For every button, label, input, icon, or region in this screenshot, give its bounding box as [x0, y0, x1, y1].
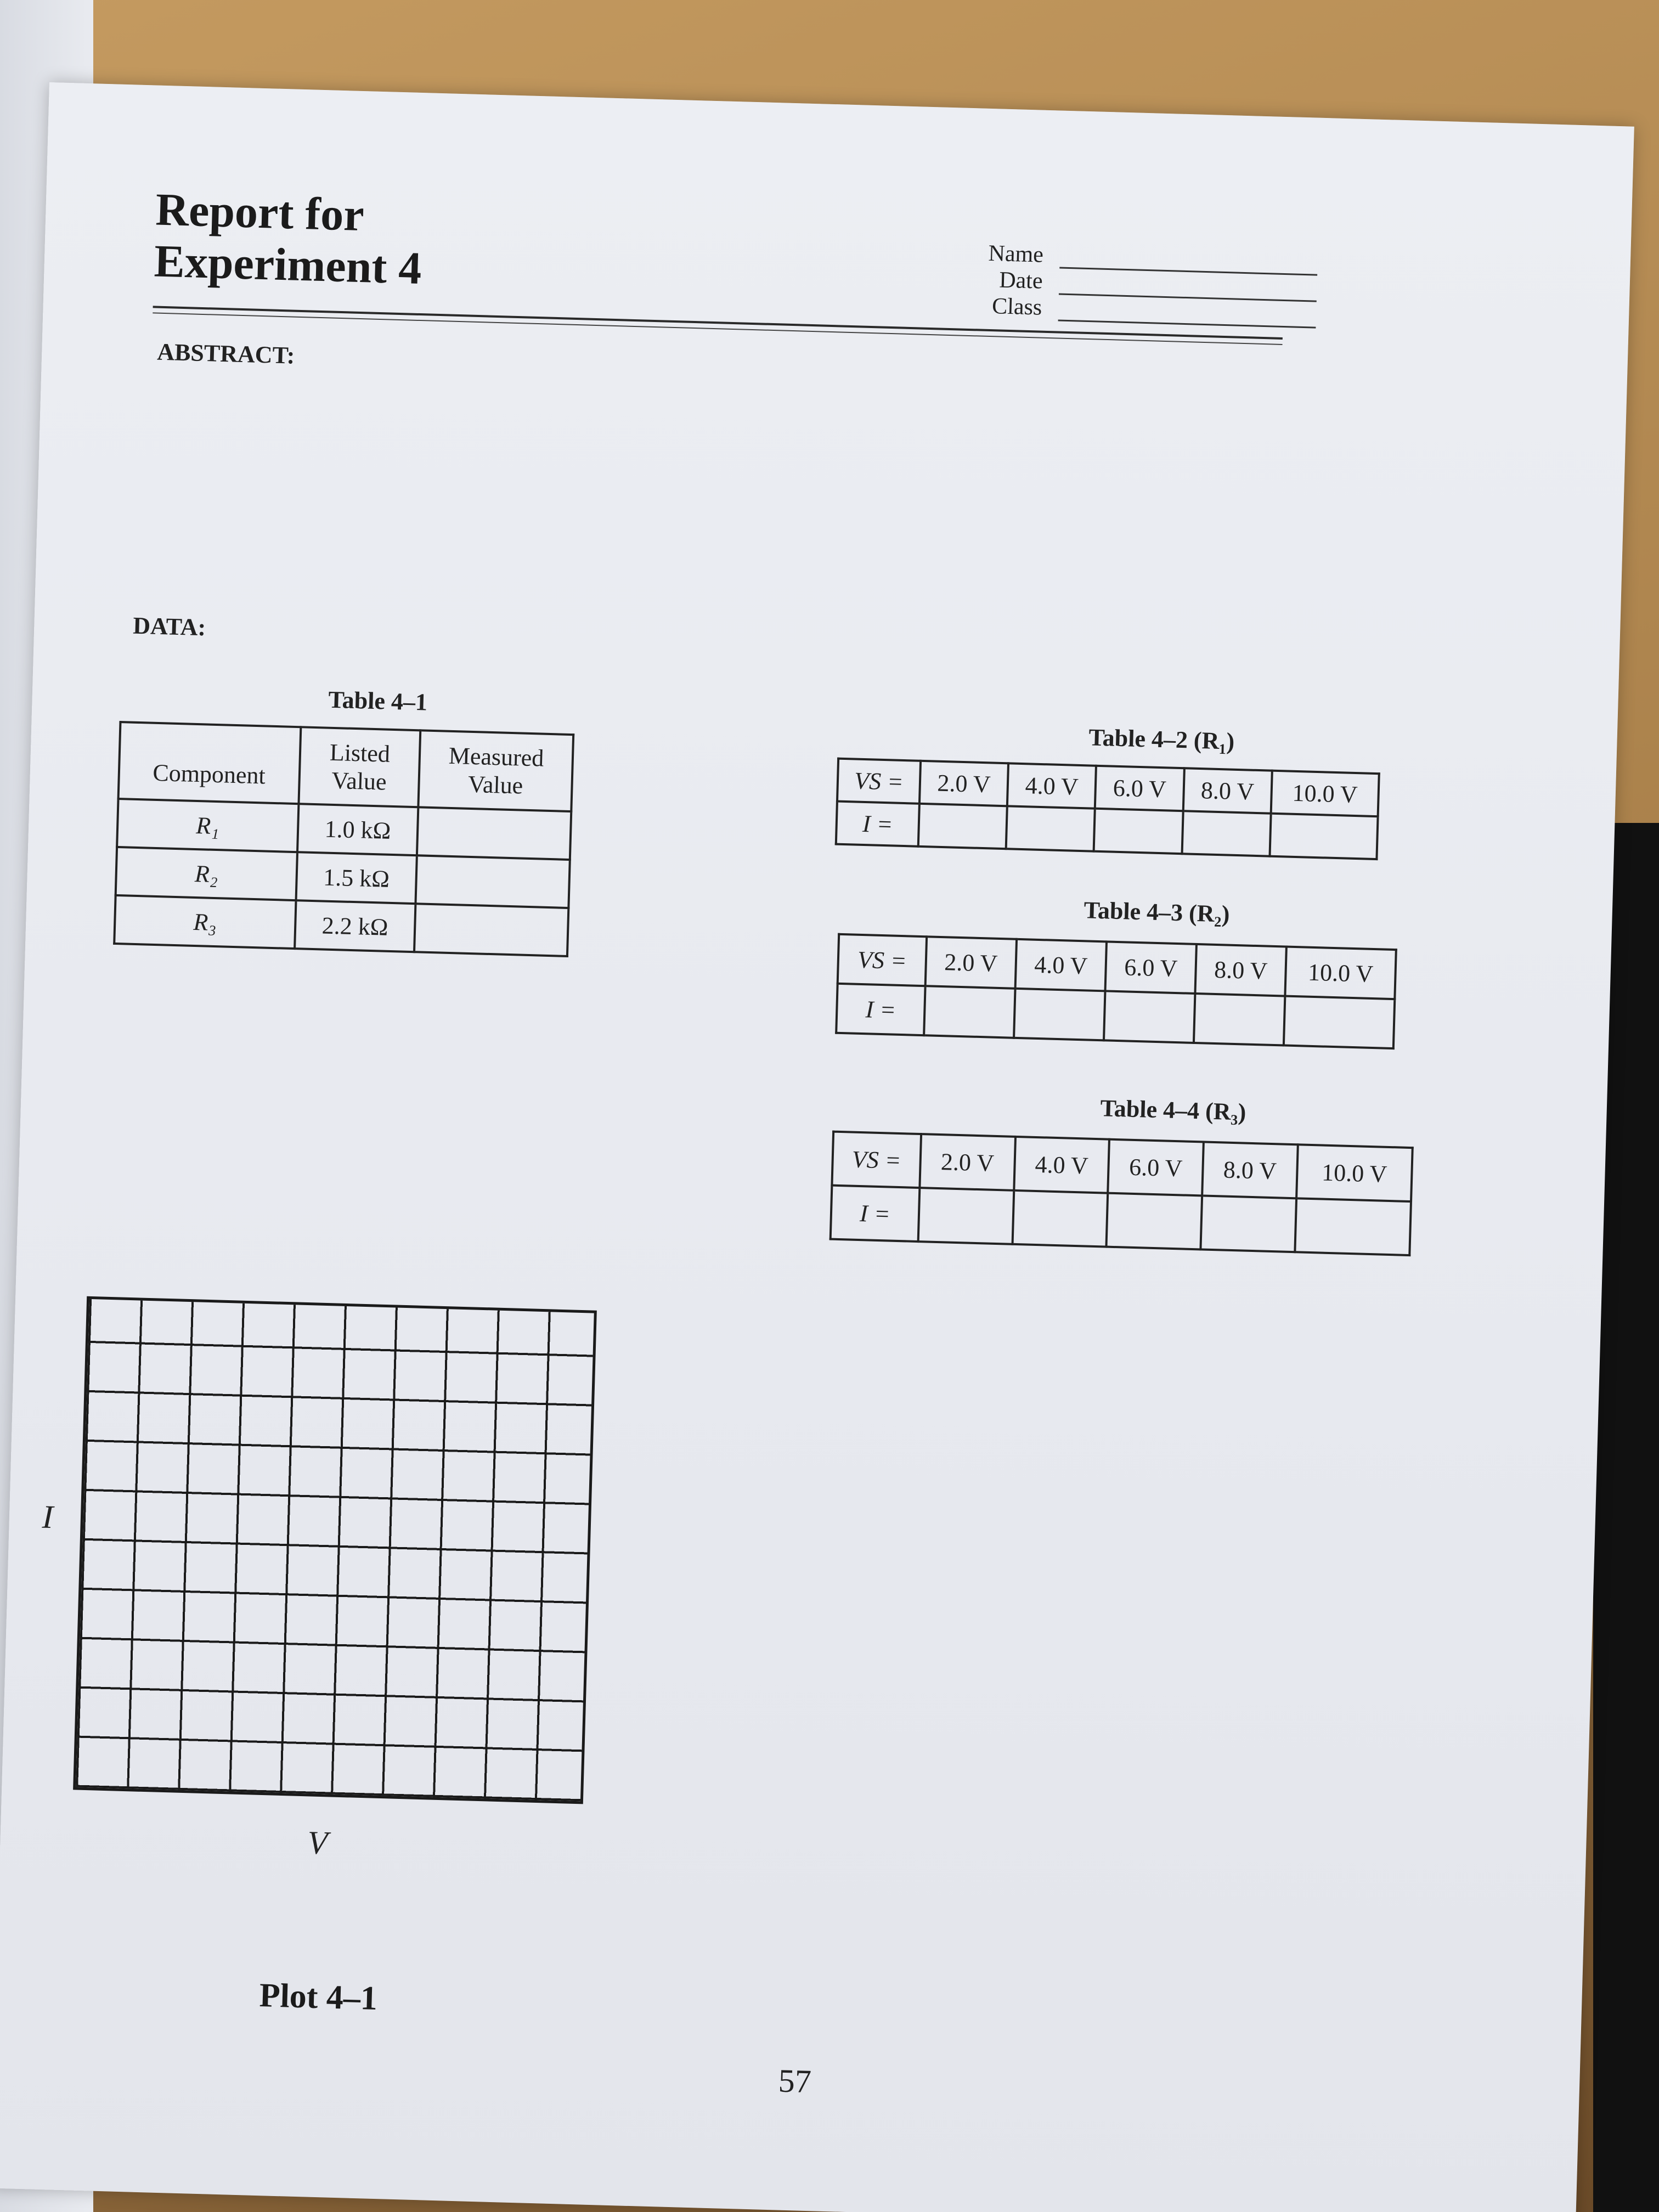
- table-4-4: [830, 1131, 1414, 1257]
- measured-value-cell[interactable]: [417, 807, 571, 860]
- current-cell[interactable]: [1014, 989, 1105, 1041]
- current-cell[interactable]: [1104, 991, 1195, 1043]
- date-label: Date: [998, 267, 1043, 294]
- component-cell: R₃: [114, 895, 296, 949]
- table-4-1-header-row: [119, 722, 574, 811]
- vs-label: VS =: [838, 934, 927, 986]
- voltage-cell: 10.0 V: [1271, 771, 1379, 816]
- plot-x-axis-label: V: [307, 1824, 329, 1861]
- table-4-3: [835, 933, 1397, 1049]
- current-cell[interactable]: [1295, 1198, 1411, 1255]
- name-label: Name: [988, 240, 1044, 268]
- voltage-cell: 2.0 V: [919, 761, 1008, 806]
- current-cell[interactable]: [918, 804, 1007, 849]
- current-cell[interactable]: [1269, 814, 1378, 859]
- listed-value-cell: 2.2 kΩ: [295, 900, 416, 952]
- voltage-cell: 8.0 V: [1183, 768, 1272, 813]
- vs-label: VS =: [837, 759, 921, 804]
- report-title: [154, 184, 424, 295]
- title-line-1: Report for: [155, 184, 365, 241]
- voltage-cell: 2.0 V: [926, 936, 1017, 989]
- voltage-cell: 6.0 V: [1105, 941, 1197, 994]
- report-page: [0, 82, 1634, 2212]
- header-measured-value: Measured Value: [419, 730, 574, 811]
- current-cell[interactable]: [924, 986, 1015, 1038]
- title-line-2: Experiment 4: [153, 235, 422, 295]
- current-cell[interactable]: [1094, 809, 1183, 854]
- voltage-cell: 4.0 V: [1014, 1137, 1109, 1193]
- measured-value-cell[interactable]: [414, 904, 568, 956]
- plot-caption: Plot 4–1: [258, 1977, 378, 2018]
- header-listed-value: Listed Value: [298, 727, 421, 807]
- current-cell[interactable]: [1284, 996, 1395, 1049]
- header-component: Component: [119, 722, 301, 804]
- voltage-cell: 4.0 V: [1007, 763, 1096, 808]
- table-4-2: [835, 758, 1380, 861]
- class-line[interactable]: [1058, 302, 1317, 329]
- voltage-cell: 2.0 V: [919, 1134, 1015, 1190]
- current-cell[interactable]: [918, 1188, 1014, 1244]
- data-heading: DATA:: [132, 612, 206, 641]
- i-label: I =: [831, 1186, 920, 1242]
- voltage-cell: 4.0 V: [1015, 939, 1107, 991]
- voltage-cell: 6.0 V: [1108, 1139, 1204, 1196]
- current-cell[interactable]: [1107, 1193, 1202, 1250]
- header-fields: [954, 239, 1318, 328]
- abstract-heading: ABSTRACT:: [156, 338, 295, 369]
- plot-grid[interactable]: [73, 1296, 597, 1804]
- page-number: 57: [777, 2062, 812, 2100]
- current-cell[interactable]: [1194, 994, 1285, 1046]
- table-4-1: [113, 721, 574, 957]
- table-4-1-caption: Table 4–1: [328, 686, 428, 716]
- listed-value-cell: 1.0 kΩ: [297, 804, 419, 855]
- class-label: Class: [991, 294, 1042, 320]
- component-cell: R₂: [116, 847, 297, 900]
- voltage-cell: 10.0 V: [1285, 947, 1396, 1000]
- measured-value-cell[interactable]: [416, 855, 570, 908]
- i-label: I =: [836, 984, 925, 1035]
- voltage-cell: 10.0 V: [1296, 1144, 1413, 1201]
- current-cell[interactable]: [1006, 806, 1095, 851]
- current-cell[interactable]: [1201, 1195, 1296, 1252]
- current-cell[interactable]: [1182, 811, 1271, 856]
- current-cell[interactable]: [1012, 1190, 1108, 1247]
- vs-label: VS =: [832, 1132, 921, 1188]
- component-cell: R₁: [117, 799, 298, 852]
- voltage-cell: 8.0 V: [1195, 944, 1286, 996]
- i-label: I =: [836, 802, 919, 847]
- plot-y-axis-label: I: [42, 1498, 54, 1536]
- table-4-4-caption: Table 4–4 (R₃): [1099, 1094, 1247, 1126]
- voltage-cell: 8.0 V: [1202, 1142, 1297, 1199]
- listed-value-cell: 1.5 kΩ: [296, 852, 417, 904]
- table-4-3-caption: Table 4–3 (R₂): [1084, 896, 1231, 928]
- table-4-2-caption: Table 4–2 (R₁): [1088, 724, 1235, 755]
- voltage-cell: 6.0 V: [1095, 766, 1184, 811]
